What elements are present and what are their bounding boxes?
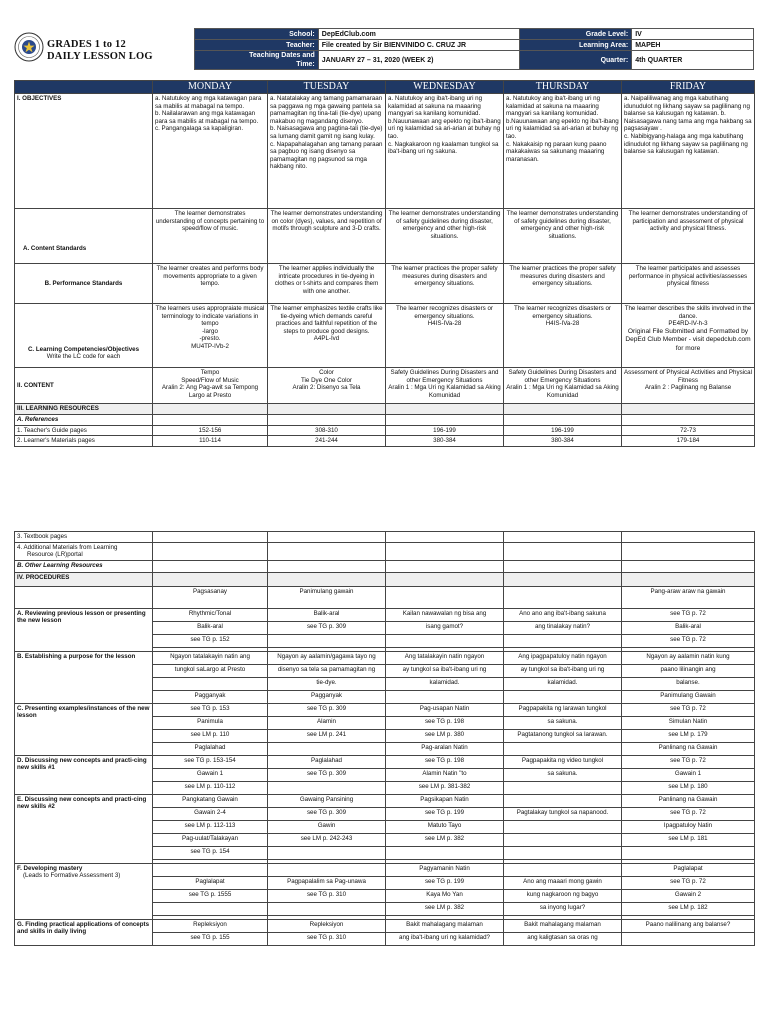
- practical-applications-tuesday: see TG p. 310: [268, 932, 386, 945]
- additional-materials-friday: [622, 542, 755, 560]
- establishing-purpose-thursday: kalamidad.: [504, 677, 622, 690]
- practical-applications-thursday: Bakit mahalagang malaman: [504, 919, 622, 932]
- discussing-skills-2-wednesday: Pagsikapan Natin: [386, 794, 504, 807]
- additional-materials-label-line-2: Resource (LR)portal: [27, 551, 83, 559]
- discussing-skills-1-monday: see LM p. 110-112: [153, 781, 268, 794]
- dates-label-line-2: Time:: [296, 61, 315, 68]
- developing-mastery-label-line-1: F. Developing mastery: [17, 864, 83, 872]
- discussing-skills-2-label-line-1: E. Discussing new concepts and practi-cing new skills #2: [17, 795, 147, 811]
- establishing-purpose-wednesday: ay tungkol sa iba't-ibang uri ng: [386, 664, 504, 677]
- developing-mastery-tuesday: [268, 902, 386, 915]
- lm-pages-thursday: 380-384: [504, 436, 622, 447]
- establishing-purpose-label-line-1: B. Establishing a purpose for the lesson: [17, 652, 136, 660]
- performance-standards-row: [15, 264, 755, 304]
- discussing-skills-1-tuesday: [268, 781, 386, 794]
- developing-mastery-thursday: [504, 863, 622, 876]
- establishing-purpose-friday: Panimulang Gawain: [622, 690, 755, 703]
- procedures-intro-thursday: [504, 586, 622, 608]
- procedures-monday: [153, 572, 268, 586]
- discussing-skills-2-thursday: [504, 833, 622, 846]
- day-monday: MONDAY: [153, 81, 268, 94]
- tg-pages-tuesday: 308-310: [268, 425, 386, 436]
- practical-applications-row: [15, 919, 755, 932]
- establishing-purpose-monday: [153, 677, 268, 690]
- textbook-pages-thursday: [504, 532, 622, 543]
- discussing-skills-2-wednesday: see TG p. 199: [386, 807, 504, 820]
- additional-materials-label-line-1: 4. Additional Materials from Learning: [17, 543, 118, 551]
- practical-applications-monday: Repleksiyon: [153, 919, 268, 932]
- procedures-row: [15, 572, 755, 586]
- discussing-skills-2-tuesday: see LM p. 242-243: [268, 833, 386, 846]
- teacher-label: Teacher:: [195, 40, 319, 51]
- dates-label: [195, 51, 319, 70]
- establishing-purpose-wednesday: Ang tatalakayin natin ngayon: [386, 651, 504, 664]
- learning-resources-label: III. LEARNING RESOURCES: [15, 404, 153, 415]
- depedclub-notice: Original File Submitted and Formatted by DepEd Club Member - visit depedclub.com for more: [625, 327, 751, 352]
- objectives-monday: a. Natutukoy ang mga katawagan para sa mabilis at mabagal na tempo. b. Nailalarawan ang mga katawagan para sa mabilis at mabagal na tempo. c. Pangangalaga sa kapaligiran.: [153, 94, 268, 209]
- developing-mastery-thursday: sa inyong lugar?: [504, 902, 622, 915]
- establishing-purpose-thursday: ay tungkol sa iba't-ibang uri ng: [504, 664, 622, 677]
- additional-materials-monday: [153, 542, 268, 560]
- discussing-skills-1-friday: Gawain 1: [622, 768, 755, 781]
- discussing-skills-2-wednesday: see LM p. 382: [386, 833, 504, 846]
- lm-pages-row: [15, 436, 755, 447]
- discussing-skills-1-thursday: [504, 781, 622, 794]
- learning-resources-tuesday: [268, 404, 386, 415]
- developing-mastery-monday: [153, 902, 268, 915]
- tg-pages-row: [15, 425, 755, 436]
- establishing-purpose-label: [15, 651, 153, 703]
- performance-standards-tuesday: The learner applies individually the intricate procedures in tie-dyeing in clothes or t-shirts and compares them with one another.: [268, 264, 386, 304]
- discussing-skills-2-monday: Pag-uulat/Talakayan: [153, 833, 268, 846]
- presenting-examples-thursday: sa sakuna.: [504, 716, 622, 729]
- lm-pages-monday: 110-114: [153, 436, 268, 447]
- discussing-skills-2-monday: Pangkatang Gawain: [153, 794, 268, 807]
- textbook-pages-row: [15, 532, 755, 543]
- quarter-label: Quarter:: [520, 51, 632, 70]
- discussing-skills-1-wednesday: see LM p. 381-382: [386, 781, 504, 794]
- practical-applications-monday: see TG p. 155: [153, 932, 268, 945]
- discussing-skills-1-label-line-1: D. Discussing new concepts and practi-cing new skills #1: [17, 756, 147, 772]
- objectives-wednesday: a. Natutukoy ang iba't-ibang uri ng kalamidad at sakuna na maaaring mangyari sa kanilang komunidad. b.Nauunawaan ang epekto ng iba't-ibang uri ng kalamidad sa ari-arian at buhay ng tao. c. Nagkakaroon ng kaalaman tungkol sa iba't-ibang uri ng sakuna.: [386, 94, 504, 209]
- tg-pages-thursday: 196-199: [504, 425, 622, 436]
- reviewing-row: [15, 608, 755, 621]
- competencies-friday-text: The learner describes the skills involved in the dance. PE4RD-IV-h-3: [624, 305, 752, 328]
- lesson-log-page-2: [14, 531, 754, 946]
- discussing-skills-2-row: [15, 794, 755, 807]
- practical-applications-label-line-1: G. Finding practical applications of concepts and skills in daily living: [17, 920, 150, 936]
- presenting-examples-monday: see LM p. 110: [153, 729, 268, 742]
- developing-mastery-wednesday: see TG p. 199: [386, 876, 504, 889]
- discussing-skills-1-monday: see TG p. 153-154: [153, 755, 268, 768]
- practical-applications-wednesday: ang iba't-ibang uri ng kalamidad?: [386, 932, 504, 945]
- document-title: [47, 39, 153, 63]
- header-info-table: [194, 28, 754, 70]
- objectives-row: [15, 94, 755, 209]
- performance-standards-thursday: The learner practices the proper safety measures during disasters and emergency situations.: [504, 264, 622, 304]
- lm-pages-label: 2. Learner's Materials pages: [15, 436, 153, 447]
- reviewing-monday: Balik-aral: [153, 621, 268, 634]
- discussing-skills-1-tuesday: see TG p. 309: [268, 768, 386, 781]
- discussing-skills-2-friday: Ipagpatuloy Natin: [622, 820, 755, 833]
- practical-applications-friday: [622, 932, 755, 945]
- practical-applications-wednesday: Bakit mahalagang malaman: [386, 919, 504, 932]
- procedures-label: IV. PROCEDURES: [15, 572, 153, 586]
- school-label: School:: [195, 29, 319, 40]
- presenting-examples-thursday: [504, 742, 622, 755]
- presenting-examples-thursday: Pagpapakita ng larawan tungkol: [504, 703, 622, 716]
- discussing-skills-1-row: [15, 755, 755, 768]
- discussing-skills-2-thursday: [504, 846, 622, 859]
- reviewing-tuesday: see TG p. 309: [268, 621, 386, 634]
- reviewing-friday: see TG p. 72: [622, 634, 755, 647]
- additional-materials-label: [15, 542, 153, 560]
- practical-applications-thursday: ang kaligtasan sa oras ng: [504, 932, 622, 945]
- title-line-2: DAILY LESSON LOG: [47, 51, 153, 62]
- deped-seal-icon: [14, 32, 44, 62]
- presenting-examples-wednesday: see TG p. 198: [386, 716, 504, 729]
- other-resources-label: B. Other Learning Resources: [15, 560, 153, 572]
- other-resources-tuesday: [268, 560, 386, 572]
- discussing-skills-1-tuesday: Paglalahad: [268, 755, 386, 768]
- discussing-skills-1-wednesday: Alamin Natin "to: [386, 768, 504, 781]
- content-label: II. CONTENT: [15, 368, 153, 404]
- establishing-purpose-thursday: [504, 690, 622, 703]
- day-wednesday: WEDNESDAY: [386, 81, 504, 94]
- performance-standards-friday: The learner participates and assesses performance in physical activities/assesses physical fitness: [622, 264, 755, 304]
- procedures-intro-wednesday: [386, 586, 504, 608]
- presenting-examples-tuesday: Alamin: [268, 716, 386, 729]
- procedures-intro-row: [15, 586, 755, 608]
- developing-mastery-thursday: kung nagkaroon ng bagyo: [504, 889, 622, 902]
- procedures-intro-tuesday: Panimulang gawain: [268, 586, 386, 608]
- procedures-intro-label: [15, 586, 153, 608]
- header: [14, 28, 754, 74]
- presenting-examples-label: [15, 703, 153, 755]
- establishing-purpose-friday: Ngayon ay aalamin natin kung: [622, 651, 755, 664]
- references-label: A. References: [15, 415, 153, 426]
- competencies-label-cell: [15, 304, 153, 368]
- competencies-monday: The learners uses appropraiate musical terminology to indicate variations in tempo -largo -presto. MU4TP-IVb-2: [153, 304, 268, 368]
- lm-pages-wednesday: 380-384: [386, 436, 504, 447]
- establishing-purpose-tuesday: disenyo sa tela sa pamamagitan ng: [268, 664, 386, 677]
- references-wednesday: [386, 415, 504, 426]
- grade-label: Grade Level:: [520, 29, 632, 40]
- content-standards-monday: The learner demonstrates understanding of concepts pertaining to speed/flow of music.: [153, 209, 268, 264]
- content-standards-friday: The learner demonstrates understanding of participation and assessment of physical activity and physical fitness.: [622, 209, 755, 264]
- content-standards-wednesday: The learner demonstrates understanding of safety guidelines during disaster, emergency and other high-risk situations.: [386, 209, 504, 264]
- reviewing-wednesday: Kailan nawawalan ng bisa ang: [386, 608, 504, 621]
- other-resources-thursday: [504, 560, 622, 572]
- procedures-tuesday: [268, 572, 386, 586]
- textbook-pages-tuesday: [268, 532, 386, 543]
- developing-mastery-friday: Gawain 2: [622, 889, 755, 902]
- reviewing-friday: Balik-aral: [622, 621, 755, 634]
- other-resources-monday: [153, 560, 268, 572]
- establishing-purpose-monday: Pagganyak: [153, 690, 268, 703]
- discussing-skills-2-tuesday: see TG p. 309: [268, 807, 386, 820]
- content-friday: Assessment of Physical Activities and Physical Fitness Aralin 2 : Paglinang ng Balanse: [622, 368, 755, 404]
- day-tuesday: TUESDAY: [268, 81, 386, 94]
- lesson-table-page-1: [14, 80, 755, 447]
- additional-materials-row: [15, 542, 755, 560]
- discussing-skills-2-friday: see LM p. 181: [622, 833, 755, 846]
- area-value: MAPEH: [632, 40, 754, 51]
- references-friday: [622, 415, 755, 426]
- presenting-examples-friday: Panlinang na Gawain: [622, 742, 755, 755]
- references-tuesday: [268, 415, 386, 426]
- establishing-purpose-wednesday: [386, 690, 504, 703]
- content-thursday: Safety Guidelines During Disasters and other Emergency Situations Aralin 1 : Mga Uri ng Kalamidad sa Aking Komunidad: [504, 368, 622, 404]
- discussing-skills-1-thursday: Pagpapakita ng video tungkol: [504, 755, 622, 768]
- establishing-purpose-thursday: Ang ipagpapatuloy natin ngayon: [504, 651, 622, 664]
- procedures-intro-monday: Pagsasanay: [153, 586, 268, 608]
- discussing-skills-1-friday: see LM p. 180: [622, 781, 755, 794]
- presenting-examples-wednesday: Pag-aralan Natin: [386, 742, 504, 755]
- practical-applications-tuesday: Repleksiyon: [268, 919, 386, 932]
- tg-pages-friday: 72-73: [622, 425, 755, 436]
- lesson-table-page-2: [14, 531, 755, 946]
- discussing-skills-1-monday: Gawain 1: [153, 768, 268, 781]
- objectives-friday: a. Naipaliliwanag ang mga kabutihang idunudulot ng likhang sayaw sa paglilinang ng balanse sa kalusugan ng katawan. b. Naisasagawa nang tama ang mga hakbang sa pagsasayaw . c. Nabibigyang-halaga ang mga kabutihang idinudulot ng likhang sayaw sa paglilinang ng balanse sa kalusugan ng katawan.: [622, 94, 755, 209]
- dates-value: JANUARY 27 – 31, 2020 (WEEK 2): [318, 51, 520, 70]
- establishing-purpose-tuesday: tie-dye.: [268, 677, 386, 690]
- presenting-examples-tuesday: see TG p. 309: [268, 703, 386, 716]
- performance-standards-label: B. Performance Standards: [15, 264, 153, 304]
- procedures-intro-friday: Pang-araw araw na gawain: [622, 586, 755, 608]
- competencies-friday: [622, 304, 755, 368]
- dates-label-line-1: Teaching Dates and: [249, 52, 315, 59]
- content-wednesday: Safety Guidelines During Disasters and other Emergency Situations Aralin 1 : Mga Uri ng Kalamidad sa Aking Komunidad: [386, 368, 504, 404]
- tg-pages-monday: 152-156: [153, 425, 268, 436]
- tg-pages-wednesday: 196-199: [386, 425, 504, 436]
- reviewing-thursday: [504, 634, 622, 647]
- objectives-tuesday: a. Natatalakay ang tamang pamamaraan sa paggawa ng mga gawaing pantela sa pamamagitan ng tina-tali (tie-dye) upang makabuo ng magandang disenyo. b. Naisasagawa ang pagtina-tali (tie-dye) sa lumang damit gamit ng isang kulay. c. Napapahalagahan ang tamang paraan sa pagbuo ng isang disenyo sa pamamagitan ng pagsunod sa mga hakbang nito.: [268, 94, 386, 209]
- textbook-pages-wednesday: [386, 532, 504, 543]
- developing-mastery-tuesday: Pagpapalalim sa Pag-unawa: [268, 876, 386, 889]
- discussing-skills-2-tuesday: Gawaing Pansining: [268, 794, 386, 807]
- discussing-skills-2-tuesday: [268, 846, 386, 859]
- additional-materials-wednesday: [386, 542, 504, 560]
- textbook-pages-friday: [622, 532, 755, 543]
- developing-mastery-tuesday: see TG p. 310: [268, 889, 386, 902]
- content-standards-thursday: The learner demonstrates understanding of safety guidelines during disaster, emergency and other high-risk situations.: [504, 209, 622, 264]
- other-resources-friday: [622, 560, 755, 572]
- competencies-wednesday: The learner recognizes disasters or emergency situations. H4IS-IVa-28: [386, 304, 504, 368]
- learning-resources-wednesday: [386, 404, 504, 415]
- discussing-skills-2-monday: see LM p. 112-113: [153, 820, 268, 833]
- establishing-purpose-tuesday: Pagganyak: [268, 690, 386, 703]
- developing-mastery-wednesday: Kaya Mo Yan: [386, 889, 504, 902]
- performance-standards-monday: The learner creates and performs body movements appropriate to a given tempo.: [153, 264, 268, 304]
- discussing-skills-2-monday: see TG p. 154: [153, 846, 268, 859]
- competencies-label: C. Learning Competencies/Objectives: [27, 345, 140, 353]
- content-row: [15, 368, 755, 404]
- procedures-wednesday: [386, 572, 504, 586]
- content-standards-label: A. Content Standards: [15, 209, 153, 264]
- references-thursday: [504, 415, 622, 426]
- developing-mastery-monday: Paglalapat: [153, 876, 268, 889]
- presenting-examples-friday: see LM p. 179: [622, 729, 755, 742]
- day-thursday: THURSDAY: [504, 81, 622, 94]
- developing-mastery-friday: see TG p. 72: [622, 876, 755, 889]
- discussing-skills-2-monday: Gawain 2-4: [153, 807, 268, 820]
- reviewing-wednesday: [386, 634, 504, 647]
- practical-applications-label: [15, 919, 153, 945]
- developing-mastery-label-line-2: (Leads to Formative Assessment 3): [23, 872, 121, 880]
- other-resources-row: [15, 560, 755, 572]
- learning-resources-monday: [153, 404, 268, 415]
- references-monday: [153, 415, 268, 426]
- reviewing-tuesday: Balik-aral: [268, 608, 386, 621]
- discussing-skills-1-label: [15, 755, 153, 794]
- competencies-row: [15, 304, 755, 368]
- quarter-value: 4th QUARTER: [632, 51, 754, 70]
- references-row: [15, 415, 755, 426]
- developing-mastery-label: [15, 863, 153, 919]
- developing-mastery-friday: Paglalapat: [622, 863, 755, 876]
- school-value: DepEdClub.com: [318, 29, 520, 40]
- competencies-tuesday: The learner emphasizes textile crafts like tie-dyeing which demands careful practices and faithful repetition of the steps to produce good designs. A4PL-Ivd: [268, 304, 386, 368]
- establishing-purpose-wednesday: kalamidad.: [386, 677, 504, 690]
- discussing-skills-1-friday: see TG p. 72: [622, 755, 755, 768]
- objectives-label: I. OBJECTIVES: [15, 94, 153, 209]
- discussing-skills-2-thursday: Pagtalakay tungkol sa napanood.: [504, 807, 622, 820]
- reviewing-monday: see TG p. 152: [153, 634, 268, 647]
- grade-value: IV: [632, 29, 754, 40]
- procedures-thursday: [504, 572, 622, 586]
- lesson-log-page-1: [14, 28, 754, 447]
- area-label: Learning Area:: [520, 40, 632, 51]
- reviewing-monday: Rhythmic/Tonal: [153, 608, 268, 621]
- presenting-examples-row: [15, 703, 755, 716]
- blank-header: [15, 81, 153, 94]
- establishing-purpose-monday: tungkol saLargo at Presto: [153, 664, 268, 677]
- developing-mastery-monday: [153, 863, 268, 876]
- title-line-1: GRADES 1 to 12: [47, 39, 126, 50]
- tg-pages-label: 1. Teacher's Guide pages: [15, 425, 153, 436]
- lm-pages-friday: 179-184: [622, 436, 755, 447]
- presenting-examples-wednesday: Pag-usapan Natin: [386, 703, 504, 716]
- developing-mastery-thursday: Ano ang maaari mong gawin: [504, 876, 622, 889]
- reviewing-thursday: ang tinalakay natin?: [504, 621, 622, 634]
- developing-mastery-monday: see TG p. 1555: [153, 889, 268, 902]
- discussing-skills-2-friday: see TG p. 72: [622, 807, 755, 820]
- learning-resources-row: [15, 404, 755, 415]
- developing-mastery-friday: see LM p. 182: [622, 902, 755, 915]
- other-resources-wednesday: [386, 560, 504, 572]
- reviewing-wednesday: isang gamot?: [386, 621, 504, 634]
- discussing-skills-2-thursday: [504, 794, 622, 807]
- procedures-friday: [622, 572, 755, 586]
- developing-mastery-row: [15, 863, 755, 876]
- discussing-skills-1-wednesday: see TG p. 198: [386, 755, 504, 768]
- discussing-skills-2-thursday: [504, 820, 622, 833]
- additional-materials-thursday: [504, 542, 622, 560]
- reviewing-thursday: Ano ano ang iba't-ibang sakuna: [504, 608, 622, 621]
- competencies-thursday: The learner recognizes disasters or emergency situations. H4IS-IVa-28: [504, 304, 622, 368]
- performance-standards-wednesday: The learner practices the proper safety measures during disasters and emergency situations.: [386, 264, 504, 304]
- discussing-skills-2-wednesday: Matuto Tayo: [386, 820, 504, 833]
- presenting-examples-wednesday: see LM p. 380: [386, 729, 504, 742]
- establishing-purpose-monday: Ngayon tatalakayin natin ang: [153, 651, 268, 664]
- content-standards-tuesday: The learner demonstrates understanding on color (dyes), values, and repetition of motifs through sculpture and 3-D crafts.: [268, 209, 386, 264]
- developing-mastery-tuesday: [268, 863, 386, 876]
- discussing-skills-2-tuesday: Gawin: [268, 820, 386, 833]
- additional-materials-tuesday: [268, 542, 386, 560]
- presenting-examples-monday: see TG p. 153: [153, 703, 268, 716]
- competencies-sublabel: Write the LC code for each: [46, 353, 121, 361]
- textbook-pages-monday: [153, 532, 268, 543]
- establishing-purpose-tuesday: Ngayon ay aalamin/gagawa tayo ng: [268, 651, 386, 664]
- presenting-examples-monday: Paglalahad: [153, 742, 268, 755]
- presenting-examples-tuesday: [268, 742, 386, 755]
- establishing-purpose-row: [15, 651, 755, 664]
- day-friday: FRIDAY: [622, 81, 755, 94]
- discussing-skills-2-friday: [622, 846, 755, 859]
- days-header-row: [15, 81, 755, 94]
- presenting-examples-thursday: Pagtatanong tungkol sa larawan.: [504, 729, 622, 742]
- objectives-thursday: a. Natutukoy ang iba't-ibang uri ng kalamidad at sakuna na maaaring mangyari sa kanilang komunidad. b.Nauunawaan ang epekto ng iba't-ibang uri ng kalamidad sa ari-arian at buhay ng tao. c. Nakakaisip ng paraan kung paano makakaiwas sa sakunang maaaring maranasan.: [504, 94, 622, 209]
- presenting-examples-monday: Panimula: [153, 716, 268, 729]
- discussing-skills-2-friday: Panlinang na Gawain: [622, 794, 755, 807]
- content-monday: Tempo Speed/Flow of Music Aralin 2: Ang Pag-awit sa Tempong Largo at Presto: [153, 368, 268, 404]
- presenting-examples-label-line-1: C. Presenting examples/instances of the new lesson: [17, 704, 150, 720]
- learning-resources-thursday: [504, 404, 622, 415]
- developing-mastery-wednesday: see LM p. 382: [386, 902, 504, 915]
- reviewing-tuesday: [268, 634, 386, 647]
- textbook-pages-label: 3. Textbook pages: [15, 532, 153, 543]
- presenting-examples-friday: see TG p. 72: [622, 703, 755, 716]
- developing-mastery-wednesday: Pagyamanin Natin: [386, 863, 504, 876]
- reviewing-label-line-1: A. Reviewing previous lesson or presenting the new lesson: [17, 609, 146, 625]
- discussing-skills-1-thursday: sa sakuna.: [504, 768, 622, 781]
- content-tuesday: Color Tie Dye One Color Aralin 2: Disenyo sa Tela: [268, 368, 386, 404]
- lm-pages-tuesday: 241-244: [268, 436, 386, 447]
- presenting-examples-tuesday: see LM p. 241: [268, 729, 386, 742]
- presenting-examples-friday: Simulan Natin: [622, 716, 755, 729]
- establishing-purpose-friday: paano lilinangin ang: [622, 664, 755, 677]
- discussing-skills-2-wednesday: [386, 846, 504, 859]
- teacher-value: File created by Sir BIENVINIDO C. CRUZ JR: [318, 40, 520, 51]
- reviewing-friday: see TG p. 72: [622, 608, 755, 621]
- discussing-skills-2-label: [15, 794, 153, 863]
- reviewing-label: [15, 608, 153, 651]
- establishing-purpose-friday: balanse.: [622, 677, 755, 690]
- learning-resources-friday: [622, 404, 755, 415]
- content-standards-row: [15, 209, 755, 264]
- practical-applications-friday: Paano nalilinang ang balanse?: [622, 919, 755, 932]
